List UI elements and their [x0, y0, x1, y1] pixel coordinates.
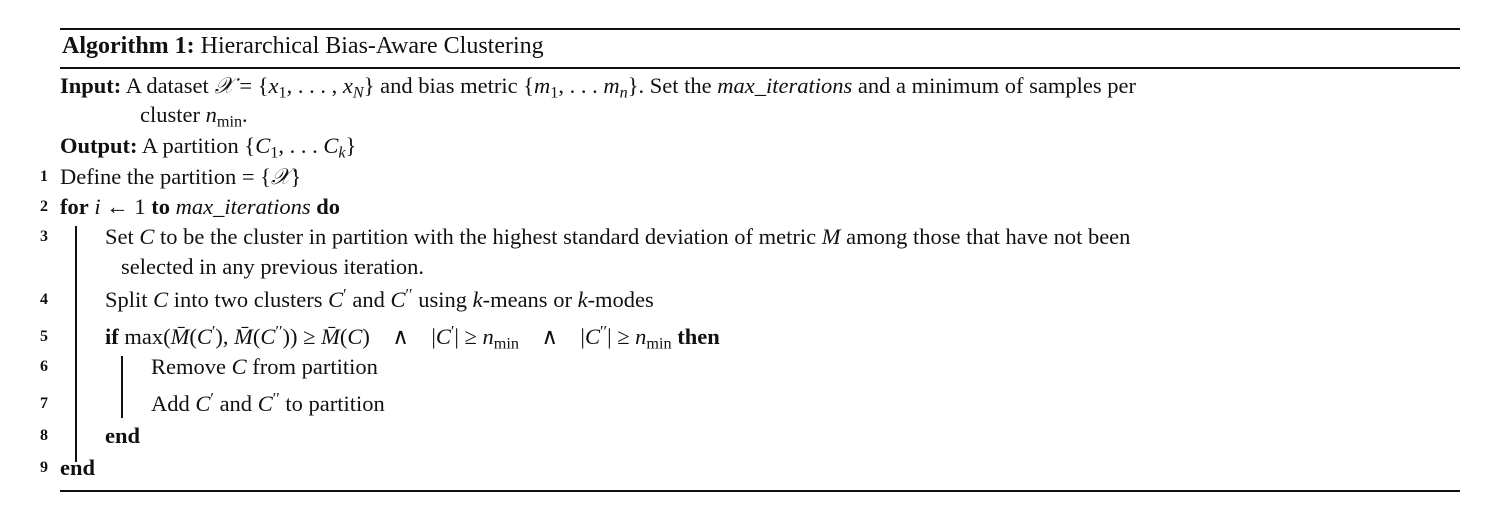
- step-5: [105, 322, 720, 352]
- var-c: C: [231, 354, 247, 379]
- partition-math: {$C_1$, . . . $C_k$}: [244, 133, 357, 162]
- step-1-math: {𝒳}: [260, 164, 302, 189]
- step-4-text-d: -means or: [482, 287, 572, 312]
- step-7-text-a: Add: [151, 391, 190, 416]
- keyword-for: for: [60, 194, 89, 219]
- step-7-text-b: to partition: [285, 391, 385, 416]
- step-3-text-a: Set: [105, 224, 134, 249]
- bias-metric-math: {$m_1$, . . . $m_n$}: [523, 73, 639, 102]
- var-k: k: [472, 287, 483, 312]
- step-4-text-a: Split: [105, 287, 148, 312]
- line-number: 4: [40, 291, 48, 308]
- step-3-text-c: among those that have not been: [846, 224, 1131, 249]
- line-number: 9: [40, 459, 48, 476]
- algorithm-title-text: Hierarchical Bias-Aware Clustering: [200, 33, 544, 59]
- step-7: [151, 389, 385, 419]
- bottom-rule: [60, 490, 1460, 492]
- keyword-then: then: [677, 324, 720, 349]
- step-2: [60, 192, 340, 222]
- step-4: [105, 285, 654, 315]
- var-c: C: [153, 287, 169, 312]
- input-text-e: cluster: [140, 102, 200, 127]
- step-2-math: i ← 1: [94, 194, 146, 219]
- step-3: [105, 222, 1130, 252]
- output-line: [60, 131, 356, 161]
- output-text-a: A partition: [141, 133, 239, 158]
- input-line-1: [60, 71, 1136, 101]
- input-max-iterations: max_iterations: [717, 73, 853, 98]
- c-prime-math: C′: [328, 285, 347, 312]
- step-3-text-d: selected in any previous iteration.: [121, 254, 425, 279]
- var-c: C: [139, 224, 155, 249]
- line-number: 3: [40, 228, 48, 245]
- step-7-and: and: [219, 391, 253, 416]
- keyword-to: to: [151, 194, 170, 219]
- for-body-bar: [75, 226, 77, 462]
- input-text-b: and bias metric: [380, 73, 518, 98]
- keyword-end-for: end: [60, 455, 96, 480]
- line-number: 1: [40, 168, 48, 185]
- step-4-text-e: -modes: [587, 287, 654, 312]
- step-1: [60, 162, 301, 192]
- step-4-and: and: [352, 287, 385, 312]
- c-prime-math: C′: [195, 389, 214, 416]
- step-4-text-c: using: [418, 287, 467, 312]
- line-number: 2: [40, 198, 48, 215]
- step-4-text-b: into two clusters: [173, 287, 323, 312]
- n-min-math: $n_{min}$.: [205, 102, 248, 131]
- step-2-max-iterations: max_iterations: [175, 194, 311, 219]
- output-label: Output:: [60, 133, 138, 158]
- input-label: Input:: [60, 73, 122, 98]
- keyword-end-if: end: [105, 423, 141, 448]
- if-body-bar: [121, 356, 123, 418]
- var-m: M: [821, 224, 841, 249]
- input-text-c: . Set the: [638, 73, 712, 98]
- step-6-text-a: Remove: [151, 354, 226, 379]
- input-text-d: and a minimum of samples per: [857, 73, 1136, 98]
- input-line-2: [140, 100, 248, 130]
- line-number: 6: [40, 358, 48, 375]
- step-3-text-b: to be the cluster in partition with the highest standard deviation of metric: [160, 224, 817, 249]
- line-number: 7: [40, 395, 48, 412]
- dataset-math: 𝒳 = {$x_1$, . . . , $x_N$}: [214, 73, 375, 102]
- keyword-do: do: [316, 194, 341, 219]
- line-number: 8: [40, 427, 48, 444]
- step-3-continued: [121, 252, 424, 282]
- step-6: [151, 352, 378, 382]
- step-5-condition-math: max(M̄(C′), M̄(C′′)) ≥ M̄(C) ∧ $|C'| \ge n_{min}$ ∧ $|C''| \ge n_{min}$: [124, 322, 672, 353]
- step-6-text-b: from partition: [252, 354, 378, 379]
- c-double-prime-math: C′′: [257, 389, 280, 416]
- algorithm-title-label: Algorithm 1:: [62, 33, 195, 59]
- keyword-if: if: [105, 324, 119, 349]
- input-text-a: A dataset: [125, 73, 209, 98]
- var-k: k: [577, 287, 588, 312]
- step-1-text: Define the partition =: [60, 164, 255, 189]
- line-number: 5: [40, 328, 48, 345]
- c-double-prime-math: C′′: [390, 285, 413, 312]
- header-rule: [60, 67, 1460, 69]
- algorithm-title: [62, 29, 544, 63]
